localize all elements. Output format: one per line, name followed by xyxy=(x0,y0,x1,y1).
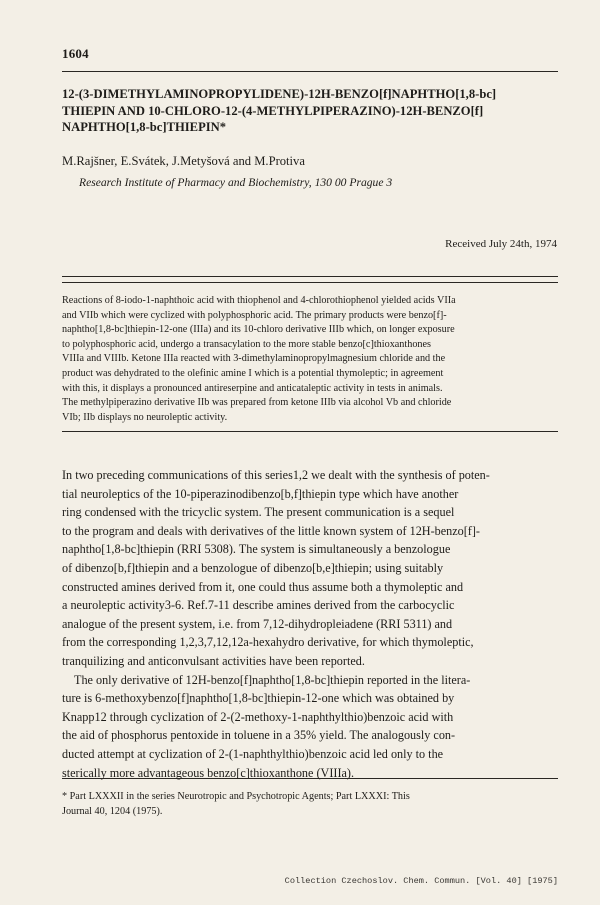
body-line: constructed amines derived from it, one could thus assume both a thymoleptic and xyxy=(62,579,464,594)
body-text xyxy=(62,466,562,782)
journal-reference: Collection Czechoslov. Chem. Commun. [Vol. 40] [1975] xyxy=(284,876,558,886)
abstract-line: VIb; IIb displays no neuroleptic activity. xyxy=(62,411,228,423)
abstract-line: Reactions of 8-iodo-1-naphthoic acid with thiophenol and 4-chlorothiophenol yielded acids VIIa xyxy=(62,295,456,306)
body-line: ture is 6-methoxybenzo[f]naphtho[1,8-bc]thiepin-12-one which was obtained by xyxy=(62,691,455,706)
abstract-line: VIIIa and VIIIb. Ketone IIIa reacted with 3-dimethylaminopropylmagnesium chloride and the xyxy=(62,353,446,365)
title-line: 12-(3-DIMETHYLAMINOPROPYLIDENE)-12H-BENZO[f]NAPHTHO[1,8-bc] xyxy=(62,87,497,101)
body-line: of dibenzo[b,f]thiepin and a benzologue of dibenzo[b,e]thiepin; using suitably xyxy=(62,560,444,575)
body-line: Knapp12 through cyclization of 2-(2-methoxy-1-naphthylthio)benzoic acid with xyxy=(62,709,454,724)
title-line: NAPHTHO[1,8-bc]THIEPIN* xyxy=(62,120,227,134)
affiliation: Research Institute of Pharmacy and Biochemistry, 130 00 Prague 3 xyxy=(79,176,393,189)
body-line: a neuroleptic activity3-6. Ref.7-11 describe amines derived from the carbocyclic xyxy=(62,598,455,613)
received-date: Received July 24th, 1974 xyxy=(445,238,557,250)
abstract xyxy=(62,294,562,425)
body-line: naphtho[1,8-bc]thiepin (RRI 5308). The system is simultaneously a benzologue xyxy=(62,542,451,557)
body-line: the aid of phosphorus pentoxide in toluene in a 35% yield. The analogously con- xyxy=(62,728,456,743)
page-number: 1604 xyxy=(62,46,89,61)
body-line: tranquilizing and anticonvulsant activities have been reported. xyxy=(62,653,365,668)
abstract-line: and VIIb which were cyclized with polyphosphoric acid. The primary products were benzo[f]- xyxy=(62,309,447,321)
body-line: tial neuroleptics of the 10-piperazinodibenzo[b,f]thiepin type which have another xyxy=(62,486,459,501)
footnote xyxy=(62,790,562,819)
title-line: THIEPIN AND 10-CHLORO-12-(4-METHYLPIPERAZINO)-12H-BENZO[f] xyxy=(62,103,484,118)
body-line: to the program and deals with derivatives of the little known system of 12H-benzo[f]- xyxy=(62,523,480,538)
abstract-top-rule xyxy=(62,276,558,277)
abstract-line: product was dehydrated to the olefinic amine I which is a potential thymoleptic; in agreement xyxy=(62,367,444,379)
header-rule xyxy=(62,71,558,72)
body-line: analogue of the present system, i.e. from 7,12-dihydropleiadene (RRI 5311) and xyxy=(62,616,453,631)
abstract-line: The methylpiperazino derivative IIb was prepared from ketone IIIb via alcohol Vb and chloride xyxy=(62,397,452,409)
body-line: ducted attempt at cyclization of 2-(1-naphthylthio)benzoic acid led only to the xyxy=(62,746,444,761)
footnote-rule xyxy=(62,778,558,779)
author-list: M.Rajšner, E.Svátek, J.Metyšová and M.Protiva xyxy=(62,154,305,168)
abstract-line: with this, it displays a pronounced antireserpine and anticataleptic activity in tests in animals. xyxy=(62,382,443,394)
abstract-line: naphtho[1,8-bc]thiepin-12-one (IIIa) and its 10-chloro derivative IIIb which, on longer exposure xyxy=(62,324,455,336)
body-line: sterically more advantageous benzo[c]thioxanthone (VIIIa). xyxy=(62,765,355,780)
footnote-line: Journal 40, 1204 (1975). xyxy=(62,805,163,817)
abstract-top-rule-inner xyxy=(62,282,558,283)
body-line: ring condensed with the tricyclic system. The present communication is a sequel xyxy=(62,505,455,520)
article-title xyxy=(62,86,562,136)
body-line: from the corresponding 1,2,3,7,12,12a-hexahydro derivative, for which thymoleptic, xyxy=(62,635,474,650)
footnote-line: * Part LXXXII in the series Neurotropic and Psychotropic Agents; Part LXXXI: This xyxy=(62,791,410,802)
abstract-bottom-rule xyxy=(62,431,558,432)
body-line: The only derivative of 12H-benzo[f]naphtho[1,8-bc]thiepin reported in the litera- xyxy=(74,672,471,687)
body-line: In two preceding communications of this series1,2 we dealt with the synthesis of poten- xyxy=(62,468,490,482)
abstract-line: to polyphosphoric acid, undergo a transacylation to the more stable benzo[c]thioxanthones xyxy=(62,338,432,350)
